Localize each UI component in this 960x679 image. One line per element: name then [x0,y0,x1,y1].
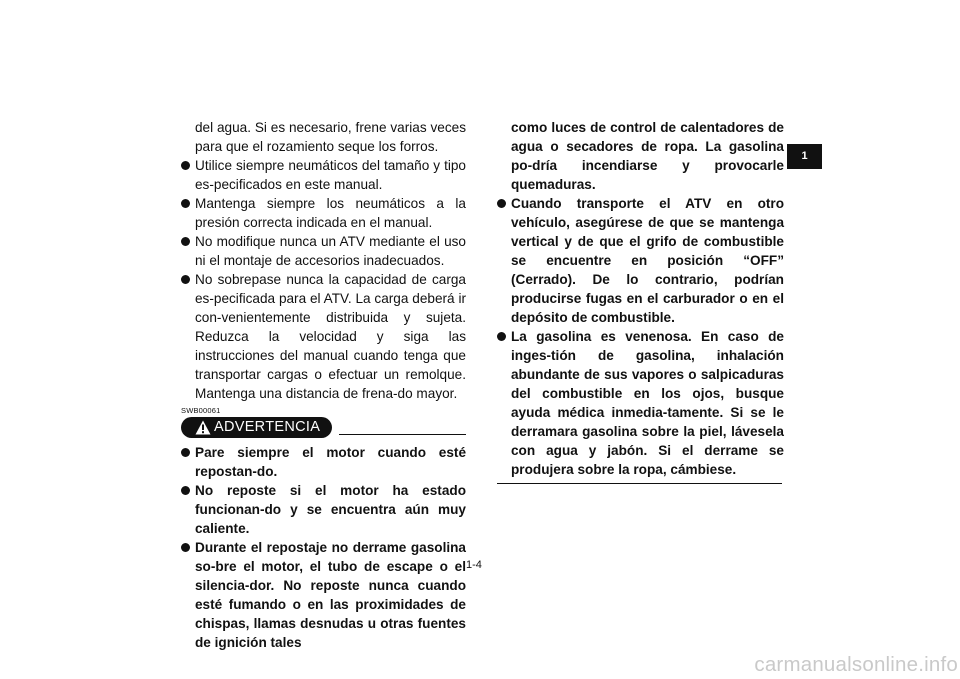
bullet-icon [181,543,190,552]
bullet-icon [181,161,190,170]
paragraph-continuation: del agua. Si es necesario, frene varias veces para que el rozamiento seque los forros. [195,120,466,154]
warning-rule [339,434,466,435]
right-column [497,118,784,484]
bullet-icon [497,332,506,341]
page-number: 1-4 [466,559,482,571]
warning-list-item: No reposte si el motor ha estado funcionan-do y se encuentra aún muy caliente. [181,481,466,538]
list-item: Mantenga siempre los neumáticos a la presión correcta indicada en el manual. [181,194,466,232]
warning-triangle-icon [195,420,211,435]
bullet-icon [181,486,190,495]
paragraph-continuation: como luces de control de calentadores de agua o secadores de ropa. La gasolina po-dría incendiarse y provocarle quemaduras. [511,120,784,192]
list-item: No modifique nunca un ATV mediante el uso ni el montaje de accesorios inadecuados. [181,232,466,270]
section-code: SWB00061 [181,406,221,415]
bullet-icon [181,199,190,208]
warning-list-item: La gasolina es venenosa. En caso de inges-tión de gasolina, inhalación abundante de sus vapores o salpicaduras del combustible en los ojos, busque ayuda médica inmedia-tamente. Si se le derramara gasolina sobre la piel, lávesela con agua y jabón. Si el derrame se produjera sobre la ropa, cámbiese. [497,327,784,479]
warning-list-item: Cuando transporte el ATV en otro vehículo, asegúrese de que se mantenga vertical y de que el grifo de combustible se encuentre en posición “OFF” (Cerrado). De lo contrario, podrían producirse fugas en el carburador o en el depósito de combustible. [497,194,784,327]
list-item: No sobrepase nunca la capacidad de carga es-pecificada para el ATV. La carga deberá ir con-venientemente distribuida y sujeta. Reduzca la velocidad y siga las instrucciones del manual cuando tenga que transportar cargas o efectuar un remolque. Mantenga una distancia de frena-do mayor. [181,270,466,403]
warning-header [181,417,466,441]
list-item: Utilice siempre neumáticos del tamaño y tipo es-pecificados en este manual. [181,156,466,194]
bullet-icon [181,448,190,457]
warning-badge [181,417,332,438]
warning-list-item: Pare siempre el motor cuando esté repostan-do. [181,443,466,481]
warning-list-item: Durante el repostaje no derrame gasolina so-bre el motor, el tubo de escape o el silencia-dor. No reposte nunca cuando esté fumando o en las proximidades de chispas, llamas desnudas u otras fuentes de ignición tales [181,538,466,652]
warning-end-rule [497,483,782,484]
bullet-icon [181,275,190,284]
bullet-icon [181,237,190,246]
chapter-tab: 1 [787,144,822,169]
warning-label: ADVERTENCIA [214,419,321,435]
watermark: carmanualsonline.info [754,653,958,676]
bullet-icon [497,199,506,208]
left-column [181,118,466,652]
